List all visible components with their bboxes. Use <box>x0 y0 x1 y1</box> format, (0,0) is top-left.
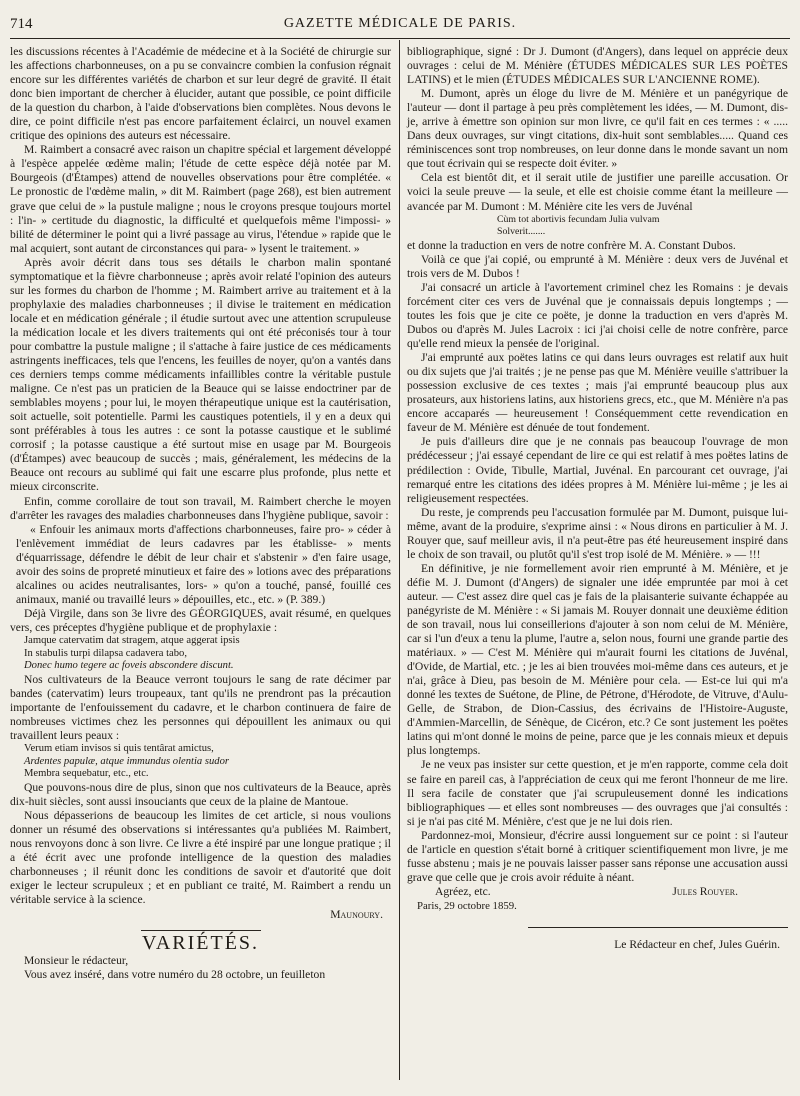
paragraph: Enfin, comme corollaire de tout son travail, M. Raimbert cherche le moyen d'arrêter les ravages des maladies charbonneuses dans l'hygiène publique, savoir : <box>10 494 391 522</box>
verse-line: In stabulis turpi dilapsa cadavera tabo, <box>24 647 187 659</box>
verse-line: Jamque catervatim dat stragem, atque aggerat ipsis <box>24 634 240 646</box>
right-column <box>407 45 788 952</box>
editor-rule <box>528 927 788 928</box>
verse-line: Membra sequebatur, etc., etc. <box>24 768 149 780</box>
header-rule <box>10 38 790 39</box>
paragraph: et donne la traduction en vers de notre confrère M. A. Constant Dubos. <box>407 238 736 252</box>
paragraph: Vous avez inséré, dans votre numéro du 28 octobre, un feuilleton <box>24 968 326 982</box>
paragraph: M. Raimbert a consacré avec raison un chapitre spécial et largement développé à l'espèce appelée œdème malin; l'étude de cette espèce déjà notée par M. Bourgeois (d'Étampes) attend de nouvelles observations pour être complétée. « Le pronostic de l'œdème malin, » dit M. Raimbert (page 268), est bien autrement grave que celui de » la pustule maligne ; nous le croyons presque toujours mortel : l'in- » certitude du diagnostic, la difficulté et quelquefois même l'impossi- » bilité de déterminer le point qui a livré passage au virus, l'étendue » rapide que le mal acquiert, sont autant de circonstances qui para- » lysent le traitement. » <box>10 143 391 255</box>
verse-line: Ardentes papulæ, atque immundus olentia sudor <box>24 755 230 767</box>
paragraph: Après avoir décrit dans tous ses détails le charbon malin spontané symptomatique et la fièvre charbonneuse ; après avoir relaté l'opinion des auteurs sur les formes du charbon de l'homme ; M. Raimbert arrive au traitement et à la prophylaxie des maladies charbonneuses ; il divise le traitement en médication locale et en médication générale ; il étudie surtout avec une attention scrupuleuse la médication locale et les divers traitements qui ont été préconisés tour à tour pour combattre la pustule maligne ; il s'attache à faire justice de ces médicaments astringents inefficaces, tels que l'encens, les feuilles de noyer, qu'on a vantés dans ces derniers temps comme médicaments infaillibles contre la véritable pustule maligne. Ce n'est pas un praticien de la Beauce qui se laisse endoctriner par de semblables moyens ; pour lui, le moyen thérapeutique unique est la cautérisation, soit actuelle, soit potentielle. Parmi les caustiques potentiels, il y en a deux qui sont préférables à tous les autres : ce sont la potasse caustique et le sublimé corrosif ; la potasse caustique a été surtout mise en usage par M. Bourgeois (d'Étampes) avec beaucoup de succès ; mais, généralement, les médecins de la Beauce ont recours au sublimé qui fait une escarre plus profonde, plus nette et mieux circonscrite. <box>10 255 391 494</box>
editor-line: Le Rédacteur en chef, Jules Guérin. <box>614 938 780 951</box>
latin-verse-block <box>10 635 391 673</box>
paragraph: Je ne veux pas insister sur cette question, et je m'en rapporte, comme cela doit se faire en pareil cas, à l'appréciation de ceux qui me feront l'honneur de me lire. Il sera facile de constater que j'ai scrupuleusement donné les indications bibliographiques — et elles sont nombreuses — des ouvrages que j'ai consultés : si je n'ai pas cité M. Ménière, c'est que je ne lui dois rien. <box>407 758 788 828</box>
place-date: Paris, 29 octobre 1859. <box>417 899 517 912</box>
paragraph: Nos cultivateurs de la Beauce verront toujours le sang de rate décimer par bandes (catervatim) leurs troupeaux, tant qu'ils ne prendront pas la précaution importante de l'enfouissement du cadavre, et le charbon continuera de faire de nombreuses victimes chez les personnes qui dépouillent les animaux ou qui travaillent leurs peaux : <box>10 672 391 742</box>
verse-line: Verum etiam invisos si quis tentârat amictus, <box>24 742 214 754</box>
latin-verse-block <box>10 743 391 781</box>
paragraph: bibliographique, signé : Dr J. Dumont (d'Angers), dans lequel on apprécie deux ouvrages : celui de M. Ménière (ÉTUDES MÉDICALES SUR LES POÈTES LATINS) et le mien (ÉTUDES MÉDICALES SUR L'ANCIENNE ROME). <box>407 45 788 87</box>
paragraph: Voilà ce que j'ai copié, ou emprunté à M. Ménière : deux vers de Juvénal et trois vers de M. Dubos ! <box>407 252 788 280</box>
paragraph: M. Dumont, après un éloge du livre de M. Ménière et un panégyrique de l'auteur — dont il partage à peu près complètement les idées, — M. Dumont, dis-je, arrive à émettre son opinion sur mon livre, ce qu'il fait en ces termes : « ..... Dans deux ouvrages, sur vingt citations, dix-huit sont semblables..... Quand ces réminiscences sont trop nombreuses, on leur donne dans le monde savant un nom que tout écrivain qui se respecte doit éviter. » <box>407 87 788 171</box>
paragraph: Pardonnez-moi, Monsieur, d'écrire aussi longuement sur ce point : si l'auteur de l'article en question s'était borné à critiquer scientifiquement mon livre, je me fusse abstenu ; mais je ne pouvais laisser passer sans réponse une accusation aussi grave que celle que je crois avoir réduite à néant. <box>407 828 788 884</box>
paragraph: Je puis d'ailleurs dire que je ne connais pas beaucoup l'ouvrage de mon prédécesseur ; j'ai essayé cependant de lire ce qui est relatif à mes poëtes latins de prédilection : Ovide, Tibulle, Martial, Juvénal. En parcourant cet ouvrage, j'ai remarqué entre les citations des idées propres à M. Ménière lui-même ; je les ai religieusement respectées. <box>407 435 788 505</box>
paragraph: Déjà Virgile, dans son 3e livre des GÉORGIQUES, avait résumé, en quelques vers, ces préceptes d'hygiène publique et de prophylaxie : <box>10 606 391 634</box>
paragraph: Cela est bientôt dit, et il serait utile de justifier une pareille accusation. Or voici la seule preuve — la seule, et elle est choisie comme étant la meilleure — avancée par M. Dumont : M. Ménière cite les vers de Juvénal <box>407 171 788 213</box>
salutation: Monsieur le rédacteur, <box>24 954 129 968</box>
verse-line: Donec humo tegere ac foveis abscondere discunt. <box>24 660 234 672</box>
paragraph: Nous dépasserions de beaucoup les limites de cet article, si nous voulions donner un résumé des observations si intéressantes qu'a publiées M. Raimbert, nous renvoyons donc à son livre. Ce livre a été inspiré par une longue pratique ; il a été écrit avec une profonde intelligence de la question des maladies charbonneuses ; il réunit donc les conditions de savoir et d'autorité que doit exiger le lecteur scrupuleux ; et en publiant ce traité, M. Raimbert a rendu un véritable service à la science. <box>10 808 391 907</box>
paragraph: les discussions récentes à l'Académie de médecine et à la Société de chirurgie sur les affections charbonneuses, on a pu se convaincre combien la confusion régnait encore sur les différentes variétés de charbon et sur leur degré de gravité. Il était donc bien important de chercher à élucider, autant que possible, ce point difficile de la question du charbon, à l'aide d'observations bien complètes. Nous devons le dire, ce point difficile n'est pas encore parfaitement éclairci, un nouvel examen critique des opinions des auteurs est nécessaire. <box>10 45 391 143</box>
verse-line: Solverit....... <box>497 226 546 238</box>
paragraph: J'ai emprunté aux poëtes latins ce qui dans leurs ouvrages est relatif aux huit ou dix sujets que j'ai traités ; je ne pense pas que M. Ménière veuille s'attribuer la possession exclusive de ces textes ; mais j'ai emprunté beaucoup plus aux prosateurs, aux historiens latins, aux historiens grecs, etc., que M. Ménière n'a pas encore accaparés — heureusement ! Conséquemment cette revendication en faveur de M. Ménière est dénuée de tout fondement. <box>407 351 788 435</box>
letter-closing <box>407 885 788 899</box>
paragraph: En définitive, je nie formellement avoir rien emprunté à M. Ménière, et je défie M. J. Dumont (d'Angers) de signaler une idée empruntée par moi à cet auteur. — C'est assez dire quel cas je fais de la plaisanterie suivante échappée au panégyriste de M. Ménière : « Si jamais M. Rouyer donnait une deuxième édition de son travail, nous lui conseillerions d'ajouter à son nom celui de M. Ménière, car si l'un d'eux a tenu la plume, l'autre a, selon nous, fourni une grande partie des matériaux. » — C'est M. Ménière qui m'aurait fourni les citations de Juvénal, d'Ovide, de Martial, etc. ; je les ai bien trouvées moi-même dans ces auteurs, et je n'ai, grâce à Dieu, pas besoin de M. Ménière pour cela. — Est-ce lui qui m'a donné les textes de Suétone, de Pline, de Pétrone, d'Hérodote, de Vitruve, d'Aulu-Gelle, de Strabon, de Dion-Cassius, des écrivains de l'Histoire-Auguste, d'Ammien-Marcellin, de Sénèque, de Cicéron, etc.? Ce sont justement les poëtes latins qui m'ont donné le moins de peine, parce que je les connais mieux et depuis plus longtemps. <box>407 561 788 758</box>
latin-verse-block <box>407 214 788 239</box>
author-signature: Maunoury. <box>330 908 383 922</box>
closing-formula: Agréez, etc. <box>435 884 491 898</box>
column-divider <box>399 40 400 1080</box>
page-header <box>10 16 790 40</box>
verse-line: Cùm tot abortivis fecundam Julia vulvam <box>497 213 660 225</box>
paragraph: J'ai consacré un article à l'avortement criminel chez les Romains : je devais forcément citer ces vers de Juvénal que je connaissais depuis longtemps ; — toutes les fois que je cite ce poëte, je donne la traduction en vers d'après M. Dubos ou d'après M. Jules Lacroix : ici j'ai choisi celle de notre confrère, parce qu'elle rend mieux la pensée de l'original. <box>407 280 788 351</box>
page-number: 714 <box>10 16 33 32</box>
left-column <box>10 45 391 982</box>
running-title: GAZETTE MÉDICALE DE PARIS. <box>283 16 517 31</box>
section-title: VARIÉTÉS. <box>141 932 260 955</box>
paragraph: Du reste, je comprends peu l'accusation formulée par M. Dumont, puisque lui-même, avant de la produire, s'exprime ainsi : « Nous dirons en particulier à M. J. Rouyer que, sauf meilleur avis, il n'a peut-être pas été heureusement inspiré dans le choix de son travail, ou plutôt qu'il s'est trop isolé de M. Ménière. » — !!! <box>407 505 788 561</box>
quote-paragraph: « Enfouir les animaux morts d'affections charbonneuses, faire pro- » céder à l'enlèvement immédiat de leurs cadavres par les établisse- » ments d'équarrissage, défendre le débit de leur chair et s'abstenir » d'en faire usage, avoir des soins de propreté minutieux et faire des » lotions avec des préparations alcalines ou acides neutralisantes, lors- » qu'on a touché, pansé, fouillé ces animaux, manié ou travaillé leurs » dépouilles, etc., etc. » (P. 389.) <box>16 522 391 606</box>
author-signature: Jules Rouyer. <box>672 884 738 898</box>
paragraph: Que pouvons-nous dire de plus, sinon que nos cultivateurs de la Beauce, après dix-huit siècles, sont aussi insouciants que ceux de la plaine de Mantoue. <box>10 780 391 808</box>
